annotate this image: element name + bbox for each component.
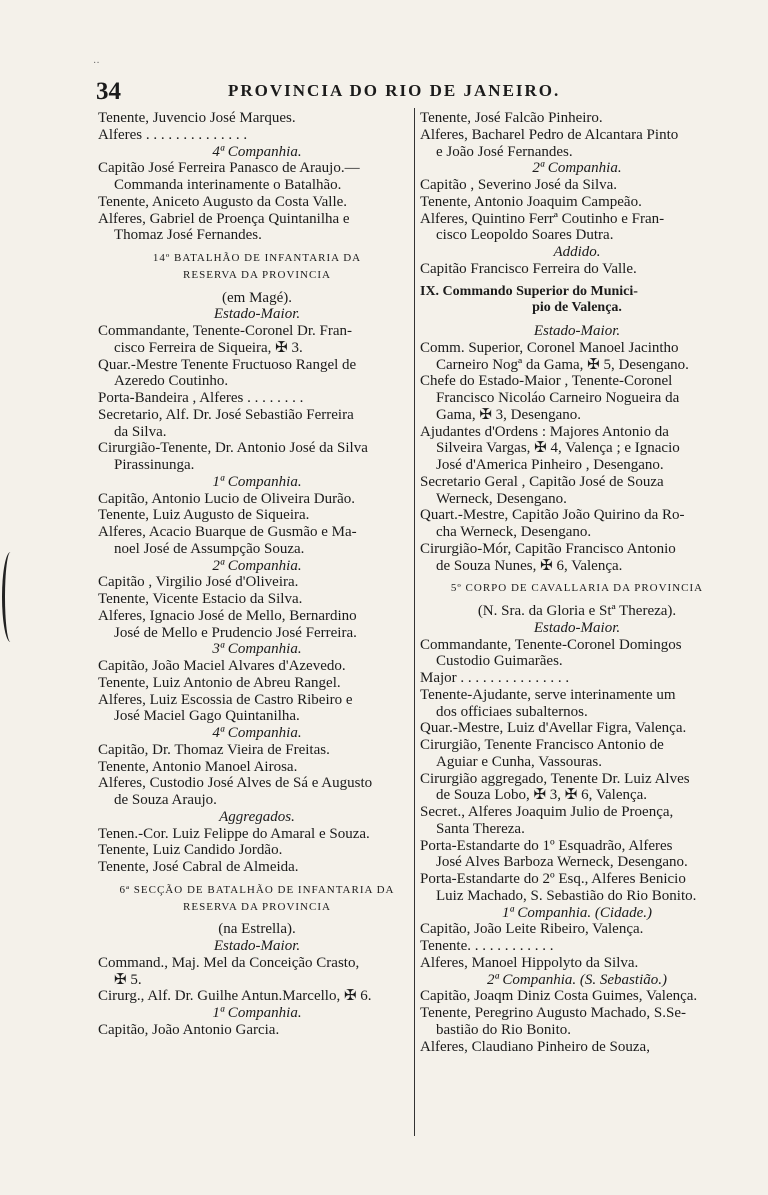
text-line: Capitão, Antonio Lucio de Oliveira Durão. <box>98 490 356 507</box>
text-line: Secretario, Alf. Dr. José Sebastião Ferreira <box>98 406 354 423</box>
corner-mark: ·· <box>93 58 100 69</box>
text-line: José de Mello e Prudencio José Ferreira. <box>114 624 357 641</box>
text-line: Chefe do Estado-Maior , Tenente-Coronel <box>420 373 673 390</box>
text-line: Capitão , Virgilio José d'Oliveira. <box>98 574 299 591</box>
text-line: Secretario Geral , Capitão José de Souza <box>420 473 664 490</box>
text-line: Capitão, Joaqm Diniz Costa Guimes, Valença. <box>420 988 698 1005</box>
text-line: Capitão, João Maciel Alvares d'Azevedo. <box>98 658 346 674</box>
text-line: 1ª Companhia. <box>212 473 302 490</box>
text-line: Thomaz José Fernandes. <box>114 227 262 244</box>
text-line: Alferes, Manoel Hippolyto da Silva. <box>420 954 639 971</box>
text-line: e João José Fernandes. <box>436 143 573 160</box>
text-line: (em Magé). <box>222 289 292 306</box>
text-line: José Maciel Gago Quintanilha. <box>114 708 300 725</box>
text-line: Custodio Guimarães. <box>436 653 563 670</box>
text-line: de Souza Nunes, ✠ 6, Valença. <box>436 557 623 574</box>
text-line: Tenente, José Falcão Pinheiro. <box>420 110 603 126</box>
text-line: Gama, ✠ 3, Desengano. <box>436 406 582 423</box>
text-line: RESERVA DA PROVINCIA <box>183 268 331 281</box>
text-line: Tenente, Antonio Manoel Airosa. <box>98 758 298 775</box>
text-line: Ajudantes d'Ordens : Majores Antonio da <box>420 423 669 440</box>
text-line: Quar.-Mestre Tenente Fructuoso Rangel de <box>98 356 357 373</box>
text-line: Cirurgião, Tenente Francisco Antonio de <box>420 737 664 753</box>
text-line: Porta-Bandeira , Alferes . . . . . . . . <box>98 390 304 406</box>
right-column <box>420 110 734 1055</box>
text-line: Alferes, Gabriel de Proença Quintanilha e <box>98 210 350 227</box>
text-line: (na Estrella). <box>218 921 296 938</box>
text-line: 1ª Companhia. <box>212 1005 302 1021</box>
text-line: Luiz Machado, S. Sebastião do Rio Bonito. <box>436 887 697 904</box>
text-line: Cirurgião-Tenente, Dr. Antonio José da Silva <box>98 440 368 457</box>
text-line: de Souza Araujo. <box>114 792 217 808</box>
text-line: Alferes, Bacharel Pedro de Alcantara Pinto <box>420 126 679 143</box>
text-line: Tenente-Ajudante, serve interinamente um <box>420 686 676 703</box>
text-line: Alferes, Custodio José Alves de Sá e Augusto <box>98 775 373 792</box>
text-line: Porta-Estandarte do 2º Esq., Alferes Benicio <box>420 871 686 887</box>
text-line: Tenente, Luiz Augusto de Siqueira. <box>98 507 310 524</box>
text-line: Capitão Francisco Ferreira do Valle. <box>420 260 637 277</box>
text-line: pio de Valença. <box>532 300 622 316</box>
text-line: 1ª Companhia. (Cidade.) <box>502 904 652 921</box>
text-line: Tenente, Luiz Antonio de Abreu Rangel. <box>98 674 341 691</box>
text-line: noel José de Assumpção Souza. <box>114 540 305 557</box>
text-line: ✠ 5. <box>114 971 142 988</box>
text-line: Tenente, Juvencio José Marques. <box>98 110 296 126</box>
text-line: Estado-Maior. <box>533 619 621 636</box>
text-line: Aggregados. <box>219 808 295 825</box>
text-line: Capitão, Dr. Thomaz Vieira de Freitas. <box>98 741 330 758</box>
text-line: Capitão, João Leite Ribeiro, Valença. <box>420 921 644 938</box>
text-line: Alferes, Quintino Ferrª Coutinho e Fran- <box>420 210 665 227</box>
text-line: Estado-Maior. <box>533 323 621 339</box>
text-line: Commandante, Tenente-Coronel Domingos <box>420 636 682 653</box>
text-line: 4ª Companhia. <box>212 143 302 160</box>
text-line: cha Werneck, Desengano. <box>436 524 592 540</box>
text-line: cisco Leopoldo Soares Dutra. <box>436 227 614 244</box>
text-line: 14º BATALHÃO DE INFANTARIA DA <box>152 252 362 264</box>
text-line: José Alves Barboza Werneck, Desengano. <box>436 854 688 871</box>
text-line: (N. Sra. da Gloria e Stª Thereza). <box>477 603 677 619</box>
text-line: Quart.-Mestre, Capitão João Quirino da Ro- <box>420 507 685 524</box>
text-line: Capitão , Severino José da Silva. <box>420 177 618 193</box>
text-line: Tenen.-Cor. Luiz Felippe do Amaral e Souza. <box>98 825 370 842</box>
text-line: Pirassinunga. <box>114 457 195 473</box>
text-line: Alferes . . . . . . . . . . . . . . <box>98 126 248 143</box>
text-line: dos officiaes subalternos. <box>436 703 588 720</box>
text-line: Tenente, Vicente Estacio da Silva. <box>98 591 303 607</box>
text-line: 2ª Companhia. <box>532 160 622 177</box>
text-line: Aguiar e Cunha, Vassouras. <box>436 753 602 770</box>
text-line: 2ª Companhia. <box>212 557 302 574</box>
text-line: Cirurg., Alf. Dr. Guilhe Antun.Marcello, ✠ 6. <box>98 988 372 1005</box>
text-line: Tenente, Peregrino Augusto Machado, S.Se- <box>420 1005 686 1021</box>
text-line: Azeredo Coutinho. <box>114 373 229 390</box>
text-line: 2ª Companhia. (S. Sebastião.) <box>487 971 667 988</box>
text-line: Capitão, João Antonio Garcia. <box>98 1021 280 1038</box>
text-line: bastião do Rio Bonito. <box>436 1021 571 1038</box>
text-line: 6ª SECÇÃO DE BATALHÃO DE INFANTARIA DA <box>119 883 395 896</box>
text-line: Carneiro Nogª da Gama, ✠ 5, Desengano. <box>436 356 689 373</box>
text-line: Commandante, Tenente-Coronel Dr. Fran- <box>98 323 353 339</box>
text-line: Addido. <box>553 244 601 260</box>
text-line: Alferes, Claudiano Pinheiro de Souza, <box>420 1038 650 1055</box>
text-line: Command., Maj. Mel da Conceição Crasto, <box>98 954 360 971</box>
text-line: 4ª Companhia. <box>212 725 302 741</box>
text-line: da Silva. <box>114 423 167 440</box>
text-line: Tenente, Luiz Candido Jordão. <box>98 842 283 859</box>
text-line: Alferes, Luiz Escossia de Castro Ribeiro e <box>98 691 353 708</box>
text-line: Santa Thereza. <box>436 820 525 837</box>
text-line: Major . . . . . . . . . . . . . . . <box>420 670 570 686</box>
text-line: Capitão José Ferreira Panasco de Araujo.— <box>98 160 360 177</box>
binding-mark <box>2 552 19 642</box>
text-line: Quar.-Mestre, Luiz d'Avellar Figra, Valença. <box>420 720 687 737</box>
page-number: 34 <box>96 78 121 105</box>
text-line: de Souza Lobo, ✠ 3, ✠ 6, Valença. <box>436 787 648 804</box>
text-line: Alferes, Ignacio José de Mello, Bernardino <box>98 607 357 624</box>
text-line: Francisco Nicoláo Carneiro Nogueira da <box>436 390 680 406</box>
text-line: Tenente, Antonio Joaquim Campeão. <box>420 193 642 210</box>
text-line: Estado-Maior. <box>213 306 301 323</box>
text-line: Tenente, José Cabral de Almeida. <box>98 859 299 875</box>
text-line: 3ª Companhia. <box>212 641 302 658</box>
text-line: José d'America Pinheiro , Desengano. <box>436 457 664 473</box>
text-line: Silveira Vargas, ✠ 4, Valença ; e Ignacio <box>436 440 680 457</box>
text-line: Commanda interinamente o Batalhão. <box>114 177 342 193</box>
text-line: Tenente, Aniceto Augusto da Costa Valle. <box>98 193 348 210</box>
page-header <box>96 78 736 106</box>
text-line: IX. Commando Superior do Munici- <box>420 283 638 299</box>
text-line: Werneck, Desengano. <box>436 490 567 507</box>
text-line: RESERVA DA PROVINCIA <box>183 900 331 913</box>
page-title: PROVINCIA DO RIO DE JANEIRO. <box>228 81 561 100</box>
text-line: Estado-Maior. <box>213 938 301 954</box>
left-column <box>98 110 416 1039</box>
text-line: Cirurgião aggregado, Tenente Dr. Luiz Alves <box>420 770 690 787</box>
text-line: Comm. Superior, Coronel Manoel Jacintho <box>420 339 679 356</box>
text-line: 5º CORPO DE CAVALLARIA DA PROVINCIA <box>450 582 704 595</box>
text-line: Porta-Estandarte do 1º Esquadrão, Alferes <box>420 837 673 854</box>
text-line: Cirurgião-Mór, Capitão Francisco Antonio <box>420 540 676 557</box>
text-line: Secret., Alferes Joaquim Julio de Proença, <box>420 804 674 820</box>
text-line: Alferes, Acacio Buarque de Gusmão e Ma- <box>98 524 357 540</box>
text-line: Tenente. . . . . . . . . . . . <box>420 938 554 954</box>
text-line: cisco Ferreira de Siqueira, ✠ 3. <box>114 339 303 356</box>
